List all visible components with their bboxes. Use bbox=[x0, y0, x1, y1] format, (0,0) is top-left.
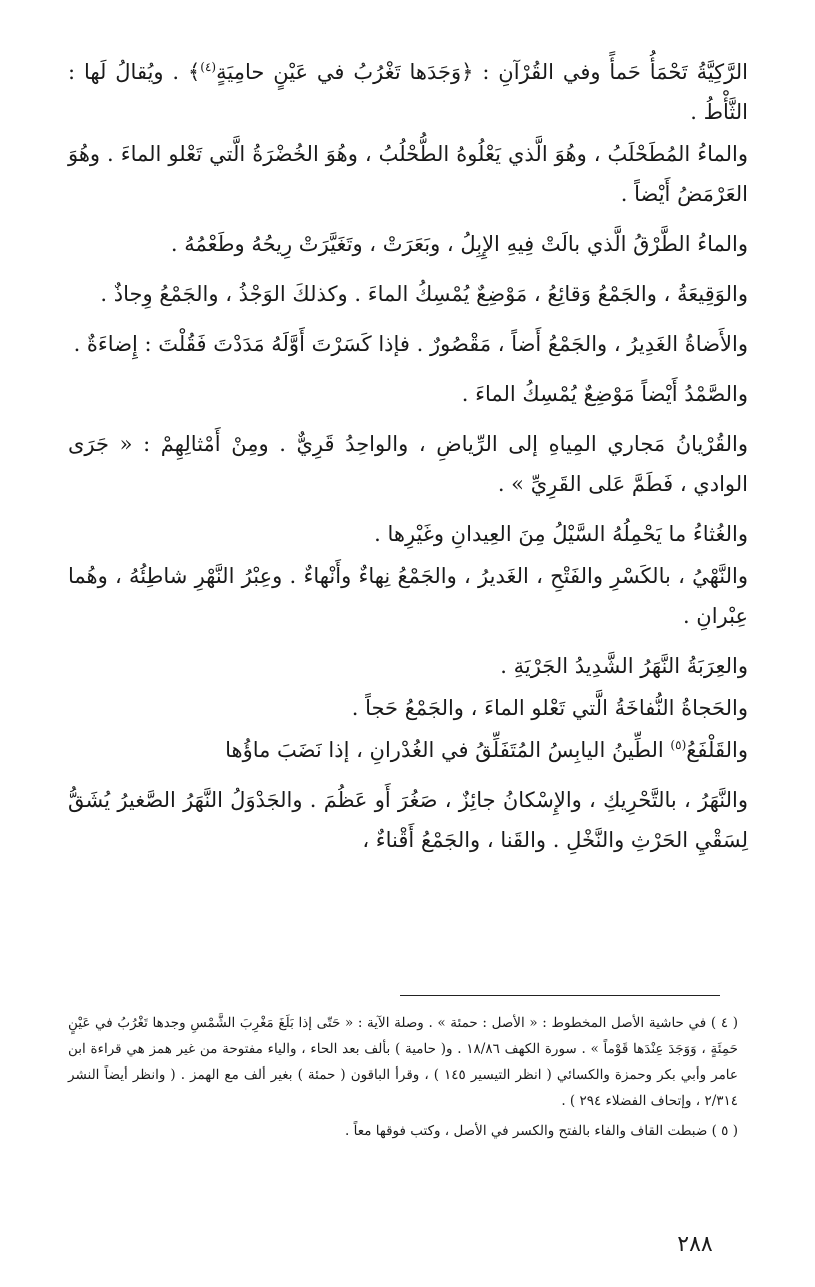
footnote-ref-4: (٤) bbox=[200, 60, 217, 74]
paragraph-6: والصَّمْدُ أَيْضاً مَوْضِعٌ يُمْسِكُ الماءَ . bbox=[461, 382, 748, 406]
footnote-divider bbox=[400, 995, 720, 996]
main-text bbox=[68, 52, 748, 870]
paragraph-7: والقُرْيانُ مَجاري المِياهِ إلى الرِّياضِ ، والواحِدُ قَرِيٌّ . ومِنْ أَمْثالِهِمْ : « جَرَى الوادي ، فَطَمَّ عَلى القَرِيِّ » . bbox=[68, 432, 748, 496]
footnote-5: ( ٥ ) ضبطت القاف والفاء بالفتح والكسر في الأصل ، وكتب فوقها معاً . bbox=[345, 1123, 738, 1139]
footnotes bbox=[68, 1010, 738, 1148]
footnote-4: ( ٤ ) في حاشية الأصل المخطوط : « الأصل : حمئة » . وصلة الآية : « حَتّى إذا بَلَغَ مَغْرِبَ الشَّمْسِ وجدها تَغْرُبُ في عَيْنٍ حَمِئَةٍ ، وَوَجَدَ عِنْدَها قَوْماً » . سورة الكهف ١٨/٨٦ . و( حامية ) بألف بعد الحاء ، والياء مفتوحة من غير همز هي قراءة ابن عامر وأبي بكر وحمزة والكسائي ( انظر التيسير ١٤٥ ) ، وقرأ الباقون ( حمئة ) بغير ألف مع الهمز . ( وانظر أيضاً النشر ٢/٣١٤ ، وإتحاف الفضلاء ٢٩٤ ) . bbox=[68, 1015, 739, 1109]
paragraph-10: والعِرَبَةُ النَّهَرُ الشَّدِيدُ الجَرْيَةِ . bbox=[500, 654, 748, 678]
footnote-ref-5: (٥) bbox=[670, 738, 687, 752]
paragraph-8: والغُثاءُ ما يَحْمِلُهُ السَّيْلُ مِنَ العِيدانِ وغَيْرِها . bbox=[374, 522, 748, 546]
paragraph-13: والنَّهَرُ ، بالتَّحْرِيكِ ، والإِسْكانُ جائِزٌ ، صَغُرَ أَو عَظُمَ . والجَدْوَلُ النَّهَرُ الصَّغيرُ يُشَقُّ لِسَقْيِ الحَرْثِ والنَّخْلِ . والقَنا ، والجَمْعُ أَقْناءٌ ، bbox=[68, 788, 748, 852]
paragraph-11: والحَجاةُ النُّفاخَةُ الَّتي تَعْلو الماءَ ، والجَمْعُ حَجاً . bbox=[351, 696, 748, 720]
paragraph-1: الرَّكِيَّةُ تَحْمَأُ حَمأً وفي القُرْآنِ : ﴿وَجَدَها تَغْرُبُ في عَيْنٍ حامِيَةٍ$^{(٤)}$﴾ . ويُقالُ لَها : الثَّأْطُ . bbox=[68, 60, 748, 124]
paragraph-12: والقَلْفَعُ$^{(٥)}$ الطِّينُ اليابِسُ المُتَفَلِّقُ في الغُدْرانِ ، إذا نَضَبَ ماؤُها bbox=[225, 738, 748, 762]
paragraph-4: والوَقِيعَةُ ، والجَمْعُ وَقائِعُ ، مَوْضِعٌ يُمْسِكُ الماءَ . وكذلكَ الوَجْذُ ، والجَمْعُ وِجاذٌ . bbox=[100, 282, 748, 306]
paragraph-2: والماءُ المُطَحْلَبُ ، وهُوَ الَّذي يَعْلُوهُ الطُّحْلُبُ ، وهُوَ الخُضْرَةُ الَّتي تَعْلو الماءَ . وهُوَ العَرْمَضُ أَيْضاً . bbox=[68, 142, 748, 206]
paragraph-9: والنَّهْيُ ، بالكَسْرِ والفَتْحِ ، الغَديرُ ، والجَمْعُ نِهاءٌ وأَنْهاءٌ . وعِبْرُ النَّهْرِ شاطِئُهُ ، وهُما عِبْرانِ . bbox=[68, 564, 748, 628]
paragraph-5: والأَضاةُ الغَدِيرُ ، والجَمْعُ أَضاً ، مَقْصُورٌ . فإذا كَسَرْتَ أَوَّلَهُ مَدَدْتَ فَقُلْتَ : إِضاءَةٌ . bbox=[73, 332, 748, 356]
page-number: ٢٨٨ bbox=[677, 1232, 713, 1257]
paragraph-3: والماءُ الطَّرْقُ الَّذي بالَتْ فِيهِ الإِبِلُ ، وبَعَرَتْ ، وتَغَيَّرَتْ رِيحُهُ وطَعْمُهُ . bbox=[170, 232, 748, 256]
